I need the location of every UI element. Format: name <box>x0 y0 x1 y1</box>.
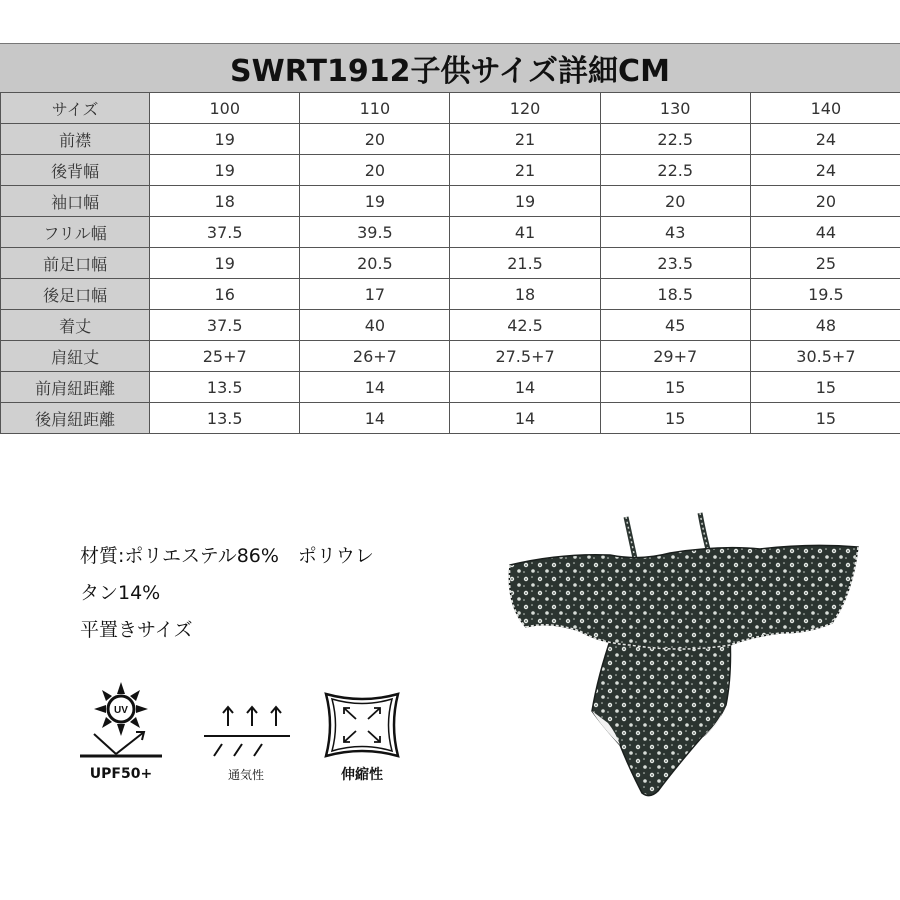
table-cell: 24 <box>750 155 900 186</box>
table-cell: 15 <box>600 372 750 403</box>
row-label-cell: 前肩紐距離 <box>1 372 150 403</box>
feature-icons <box>76 680 406 790</box>
table-cell: 19.5 <box>750 279 900 310</box>
table-cell: 44 <box>750 217 900 248</box>
table-cell: 21.5 <box>450 248 600 279</box>
row-label-cell: 袖口幅 <box>1 186 150 217</box>
table-cell: 21 <box>450 124 600 155</box>
table-cell: 18 <box>450 279 600 310</box>
table-cell: 23.5 <box>600 248 750 279</box>
table-cell: 26+7 <box>300 341 450 372</box>
table-cell: 14 <box>300 372 450 403</box>
table-cell: 30.5+7 <box>750 341 900 372</box>
table-cell: 29+7 <box>600 341 750 372</box>
table-cell: 13.5 <box>150 372 300 403</box>
table-cell: 19 <box>300 186 450 217</box>
uv-sun-icon <box>76 680 166 762</box>
material-line-1: 材質:ポリエステル86% ポリウレ <box>80 545 374 567</box>
table-cell: 14 <box>300 403 450 434</box>
table-cell: 48 <box>750 310 900 341</box>
table-row <box>1 341 900 372</box>
table-row <box>1 217 900 248</box>
upf-label: UPF50+ <box>89 766 153 782</box>
table-cell: 45 <box>600 310 750 341</box>
row-label-cell: フリル幅 <box>1 217 150 248</box>
row-label-cell: 後背幅 <box>1 155 150 186</box>
size-header-cell: 100 <box>150 93 300 124</box>
breathable-label: 通気性 <box>227 768 264 782</box>
table-cell: 41 <box>450 217 600 248</box>
table-row <box>1 372 900 403</box>
table-cell: 15 <box>600 403 750 434</box>
breathable-arrows-icon <box>200 702 292 762</box>
row-label-cell: 前足口幅 <box>1 248 150 279</box>
table-row <box>1 310 900 341</box>
uv-badge-text: UV <box>114 705 128 716</box>
stretch-label: 伸縮性 <box>341 767 383 783</box>
floral-one-piece-swimsuit-image <box>480 505 880 805</box>
table-row <box>1 124 900 155</box>
row-label-cell: 着丈 <box>1 310 150 341</box>
table-cell: 19 <box>150 248 300 279</box>
table-cell: 13.5 <box>150 403 300 434</box>
row-label-cell: 後足口幅 <box>1 279 150 310</box>
header-label-cell: サイズ <box>1 93 150 124</box>
table-row <box>1 403 900 434</box>
table-cell: 37.5 <box>150 310 300 341</box>
size-header-cell: 110 <box>300 93 450 124</box>
table-cell: 17 <box>300 279 450 310</box>
table-cell: 15 <box>750 403 900 434</box>
feature-stretch <box>316 690 408 784</box>
table-cell: 19 <box>150 155 300 186</box>
table-cell: 42.5 <box>450 310 600 341</box>
table-cell: 19 <box>150 124 300 155</box>
table-row <box>1 155 900 186</box>
size-table <box>0 92 900 434</box>
feature-breathable <box>200 702 292 783</box>
size-header-cell: 120 <box>450 93 600 124</box>
table-cell: 25 <box>750 248 900 279</box>
stretch-square-icon <box>316 690 408 760</box>
feature-upf <box>76 680 166 782</box>
row-label-cell: 後肩紐距離 <box>1 403 150 434</box>
table-cell: 20 <box>600 186 750 217</box>
table-cell: 25+7 <box>150 341 300 372</box>
table-cell: 20 <box>300 124 450 155</box>
table-header-row <box>1 93 900 124</box>
table-cell: 18 <box>150 186 300 217</box>
page-title: SWRT1912子供サイズ詳細CM <box>0 43 900 93</box>
table-cell: 15 <box>750 372 900 403</box>
row-label-cell: 前襟 <box>1 124 150 155</box>
table-cell: 40 <box>300 310 450 341</box>
table-cell: 21 <box>450 155 600 186</box>
material-line-2: タン14% <box>80 582 161 604</box>
table-cell: 24 <box>750 124 900 155</box>
row-label-cell: 肩紐丈 <box>1 341 150 372</box>
table-cell: 22.5 <box>600 124 750 155</box>
table-cell: 20.5 <box>300 248 450 279</box>
table-cell: 37.5 <box>150 217 300 248</box>
size-header-cell: 140 <box>750 93 900 124</box>
material-info <box>80 538 480 649</box>
table-row <box>1 248 900 279</box>
table-cell: 20 <box>750 186 900 217</box>
table-row <box>1 279 900 310</box>
table-cell: 43 <box>600 217 750 248</box>
table-cell: 27.5+7 <box>450 341 600 372</box>
table-cell: 14 <box>450 372 600 403</box>
table-cell: 22.5 <box>600 155 750 186</box>
table-cell: 19 <box>450 186 600 217</box>
table-row <box>1 186 900 217</box>
table-cell: 14 <box>450 403 600 434</box>
table-cell: 18.5 <box>600 279 750 310</box>
table-cell: 39.5 <box>300 217 450 248</box>
size-header-cell: 130 <box>600 93 750 124</box>
flat-measure-note: 平置きサイズ <box>80 619 193 641</box>
table-cell: 16 <box>150 279 300 310</box>
table-cell: 20 <box>300 155 450 186</box>
